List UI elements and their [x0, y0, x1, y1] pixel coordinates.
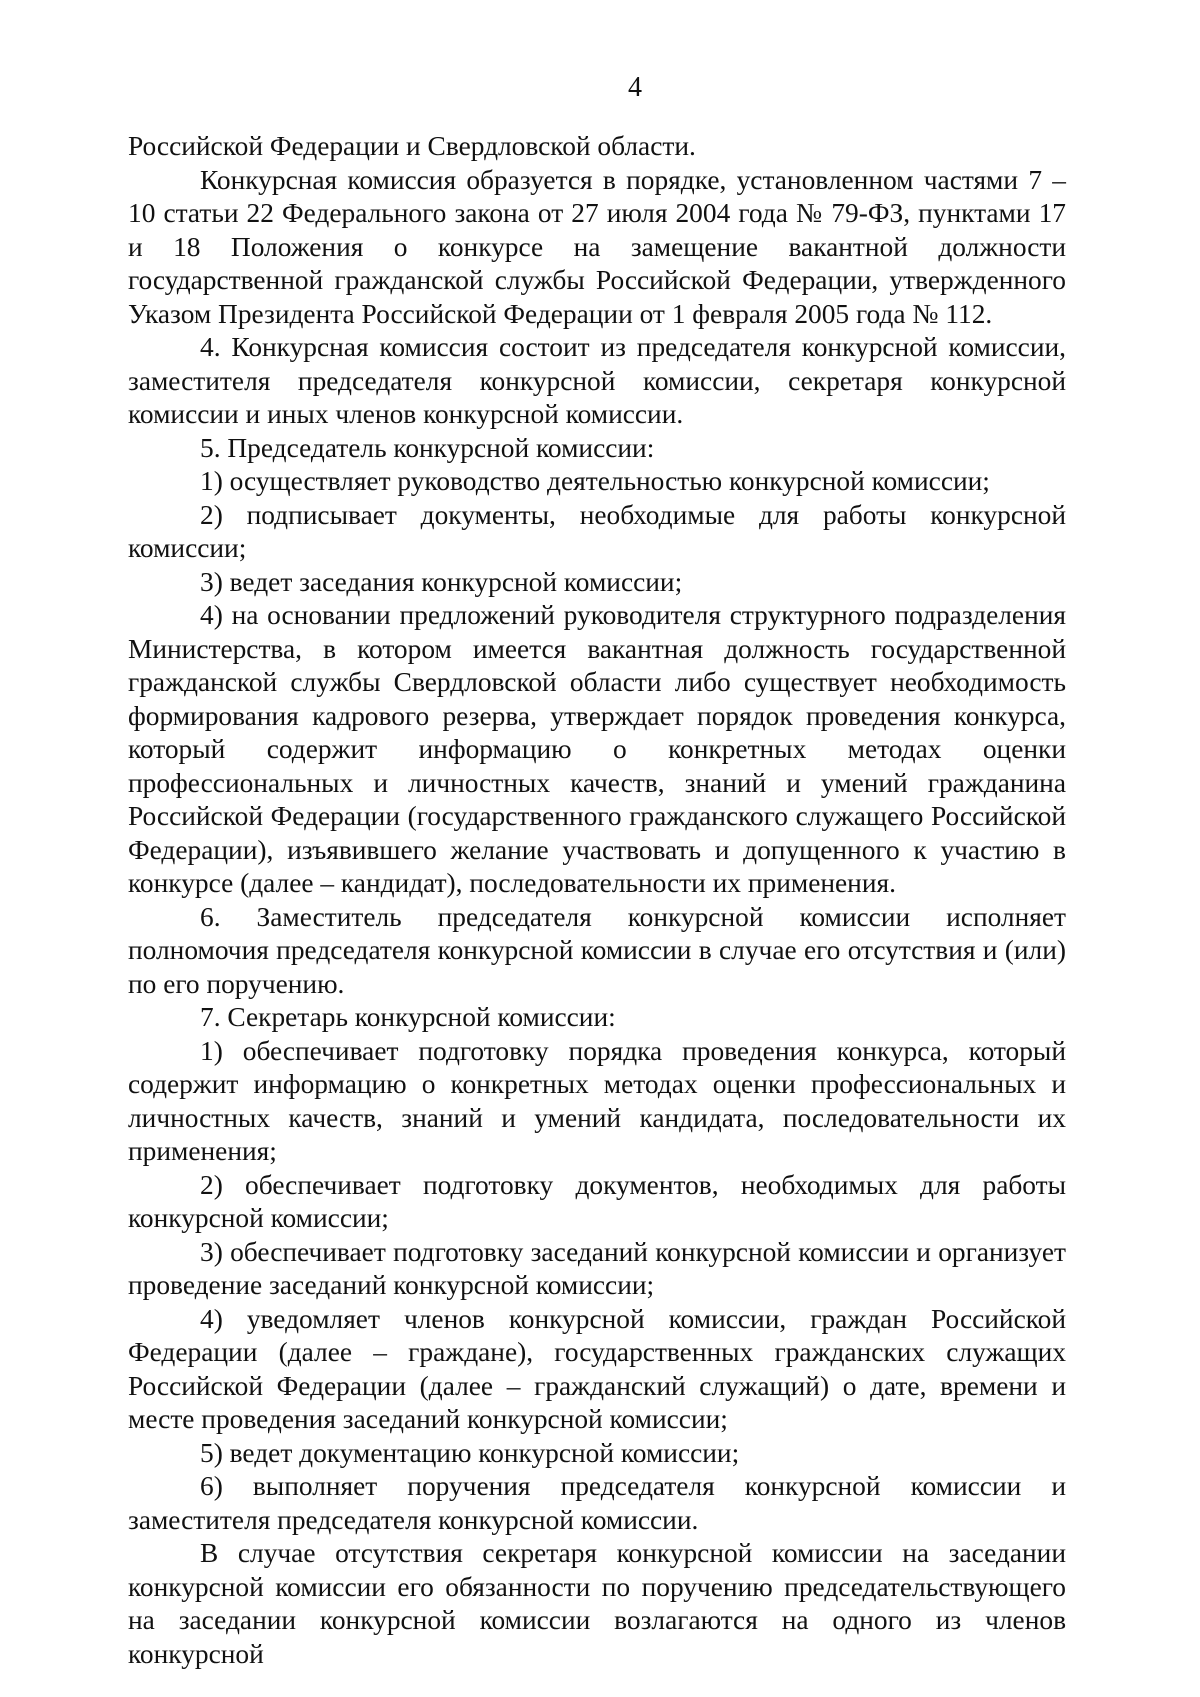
paragraph-secretary-absence: В случае отсутствия секретаря конкурсной комиссии на заседании конкурсной комиссии его обязанности по поручению председательствующего на заседании конкурсной комиссии возлагаются на одного из членов конкурсной — [128, 1538, 1066, 1669]
page-number: 4 — [628, 72, 642, 103]
paragraph-item-7-secretary: 7. Секретарь конкурсной комиссии: — [200, 1002, 616, 1032]
list-item-chairman-4: 4) на основании предложений руководителя структурного подразделения Министерства, в котором имеется вакантная должность государственной гражданской службы Свердловской области либо существует необходимость формирования кадрового резерва, утверждает порядок проведения конкурса, который содержит информацию о конкретных методах оценки профессиональных и личностных качеств, знаний и умений гражданина Российской Федерации (государственного гражданского служащего Российской Федерации), изъявившего желание участвовать и допущенного к участию в конкурсе (далее – кандидат), последовательности их применения. — [128, 600, 1066, 898]
paragraph-commission-formation: Конкурсная комиссия образуется в порядке, установленном частями 7 – 10 статьи 22 Федерального закона от 27 июля 2004 года № 79-ФЗ, пунктами 17 и 18 Положения о конкурсе на замещение вакантной должности государственной гражданской службы Российской Федерации, утвержденного Указом Президента Российской Федерации от 1 февраля 2005 года № 112. — [128, 164, 1066, 329]
list-item-secretary-1: 1) обеспечивает подготовку порядка проведения конкурса, который содержит информацию о конкретных методах оценки профессиональных и личностных качеств, знаний и умений кандидата, последовательности их применения; — [128, 1035, 1066, 1166]
list-item-secretary-6: 6) выполняет поручения председателя конкурсной комиссии и заместителя председателя конкурсной комиссии. — [128, 1471, 1066, 1535]
paragraph-continuation: Российской Федерации и Свердловской области. — [128, 131, 696, 161]
list-item-chairman-1: 1) осуществляет руководство деятельностью конкурсной комиссии; — [200, 466, 990, 496]
list-item-secretary-2: 2) обеспечивает подготовку документов, необходимых для работы конкурсной комиссии; — [128, 1169, 1066, 1233]
paragraph-item-6-deputy: 6. Заместитель председателя конкурсной комиссии исполняет полномочия председателя конкурсной комиссии в случае его отсутствия и (или) по его поручению. — [128, 901, 1066, 999]
list-item-chairman-3: 3) ведет заседания конкурсной комиссии; — [200, 566, 683, 597]
list-item-secretary-5: 5) ведет документацию конкурсной комиссии; — [200, 1437, 740, 1468]
list-item-secretary-4: 4) уведомляет членов конкурсной комиссии, граждан Российской Федерации (далее – граждане), государственных гражданских служащих Российской Федерации (далее – гражданский служащий) о дате, времени и месте проведения заседаний конкурсной комиссии; — [128, 1303, 1066, 1434]
paragraph-item-5-chairman: 5. Председатель конкурсной комиссии: — [200, 432, 655, 463]
list-item-chairman-2: 2) подписывает документы, необходимые для работы конкурсной комиссии; — [128, 499, 1066, 563]
list-item-secretary-3: 3) обеспечивает подготовку заседаний конкурсной комиссии и организует проведение заседаний конкурсной комиссии; — [128, 1236, 1066, 1300]
document-body — [128, 130, 1066, 1671]
paragraph-item-4-composition: 4. Конкурсная комиссия состоит из председателя конкурсной комиссии, заместителя председателя конкурсной комиссии, секретаря конкурсной комиссии и иных членов конкурсной комиссии. — [128, 332, 1066, 429]
